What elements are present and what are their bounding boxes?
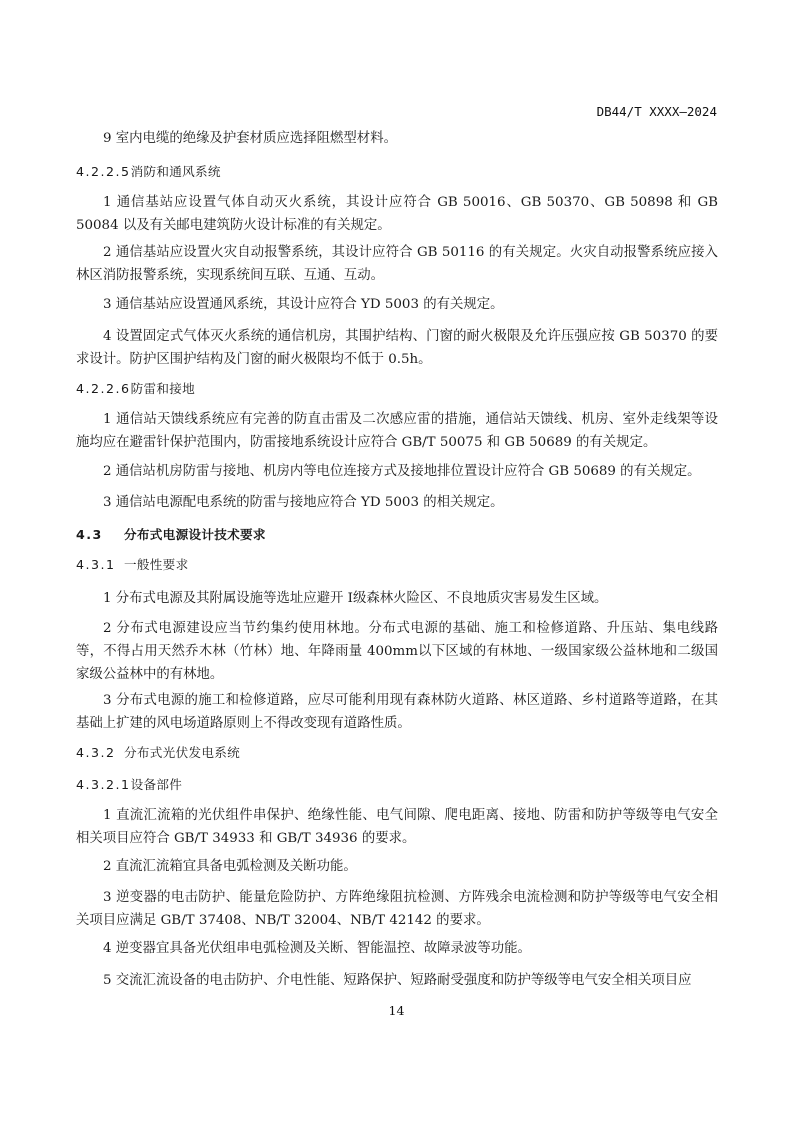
- section-title: 分布式光伏发电系统: [124, 745, 241, 760]
- section-heading-43: [76, 527, 718, 543]
- section-heading-4226: [76, 381, 718, 397]
- section-number: 4.2.2.6: [76, 381, 131, 396]
- section-title: 防雷和接地: [130, 381, 196, 396]
- section-heading-4321: [76, 777, 718, 793]
- section-title: 分布式电源设计技术要求: [124, 527, 266, 542]
- paragraph-fire-2: 2 通信基站应设置火灾自动报警系统，其设计应符合 GB 50116 的有关规定。火灾自动报警系统应接入林区消防报警系统，实现系统间互联、互通、互动。: [76, 245, 718, 283]
- section-title: 消防和通风系统: [130, 164, 221, 179]
- paragraph-device-5: 5 交流汇流设备的电击防护、介电性能、短路保护、短路耐受强度和防护等级等电气安全相关项目应: [103, 973, 692, 988]
- paragraph-fire-3: 3 通信基站应设置通风系统，其设计应符合 YD 5003 的有关规定。: [103, 297, 504, 312]
- paragraph-general-3: 3 分布式电源的施工和检修道路，应尽可能利用现有森林防火道路、林区道路、乡村道路等道路，在其基础上扩建的风电场道路原则上不得改变现有道路性质。: [76, 693, 718, 731]
- document-id-header: DB44/T XXXX—2024: [596, 104, 717, 119]
- paragraph-lightning-3: 3 通信站电源配电系统的防雷与接地应符合 YD 5003 的相关规定。: [103, 495, 504, 510]
- section-number: 4.2.2.5: [76, 164, 131, 179]
- section-heading-431: [76, 557, 718, 573]
- paragraph-device-2: 2 直流汇流箱宜具备电弧检测及关断功能。: [103, 859, 357, 874]
- section-number: 4.3.2.1: [76, 777, 131, 792]
- page-number: 14: [388, 1003, 405, 1018]
- paragraph-device-4: 4 逆变器宜具备光伏组串电弧检测及关断、智能温控、故障录波等功能。: [103, 941, 531, 956]
- paragraph-lightning-1: 1 通信站天馈线系统应有完善的防直击雷及二次感应雷的措施，通信站天馈线、机房、室外走线架等设施均应在避雷针保护范围内，防雷接地系统设计应符合 GB/T 50075 和 GB 50689 的有关规定。: [76, 412, 718, 450]
- section-heading-432: [76, 745, 718, 761]
- paragraph-general-2: 2 分布式电源建设应当节约集约使用林地。分布式电源的基础、施工和检修道路、升压站、集电线路等，不得占用天然乔木林（竹林）地、年降雨量 400mm以下区域的有林地、一级国家级公益林地和二级国家级公益林中的有林地。: [76, 621, 718, 682]
- section-title: 设备部件: [130, 777, 183, 792]
- paragraph-cable-material: 9 室内电缆的绝缘及护套材质应选择阻燃型材料。: [103, 131, 397, 146]
- section-number: 4.3.2: [76, 745, 116, 760]
- section-number: 4.3.1: [76, 557, 116, 572]
- paragraph-fire-1: 1 通信基站应设置气体自动灭火系统，其设计应符合 GB 50016、GB 50370、GB 50898 和 GB 50084 以及有关邮电建筑防火设计标准的有关规定。: [76, 195, 718, 233]
- section-title: 一般性要求: [124, 557, 189, 572]
- section-number: 4.3: [76, 527, 103, 542]
- paragraph-lightning-2: 2 通信站机房防雷与接地、机房内等电位连接方式及接地排位置设计应符合 GB 50689 的有关规定。: [103, 464, 701, 479]
- paragraph-device-1: 1 直流汇流箱的光伏组件串保护、绝缘性能、电气间隙、爬电距离、接地、防雷和防护等级等电气安全相关项目应符合 GB/T 34933 和 GB/T 34936 的要求。: [76, 808, 718, 846]
- paragraph-fire-4: 4 设置固定式气体灭火系统的通信机房，其围护结构、门窗的耐火极限及允许压强应按 GB 50370 的要求设计。防护区围护结构及门窗的耐火极限均不低于 0.5h。: [76, 329, 718, 367]
- paragraph-device-3: 3 逆变器的电击防护、能量危险防护、方阵绝缘阻抗检测、方阵残余电流检测和防护等级等电气安全相关项目应满足 GB/T 37408、NB/T 32004、NB/T 42142 的要求。: [76, 890, 718, 928]
- paragraph-general-1: 1 分布式电源及其附属设施等选址应避开 I级森林火险区、不良地质灾害易发生区域。: [103, 591, 608, 606]
- section-heading-4225: [76, 164, 718, 180]
